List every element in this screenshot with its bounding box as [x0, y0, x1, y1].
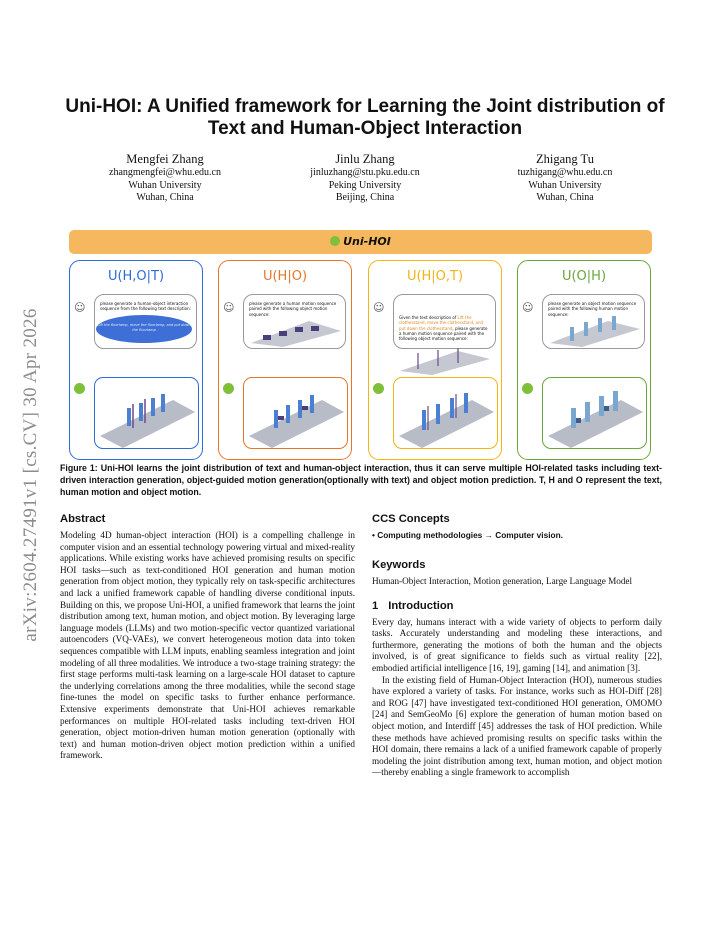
robot-icon: [373, 383, 384, 394]
author-3: [465, 152, 665, 205]
author-email: jinluzhang@stu.pku.edu.cn: [310, 167, 420, 178]
section-number: 1: [372, 599, 379, 612]
user-icon: ☺: [74, 301, 86, 314]
banner-title: Uni-HOI: [343, 235, 391, 248]
intro-heading: [372, 600, 662, 612]
robot-icon: [74, 383, 85, 394]
cloud-text: Lift the floorlamp, move the floorlamp, and put down the floorlamp: [97, 323, 191, 332]
intro-paragraph-1: Every day, humans interact with a wide variety of objects to perform daily tasks. Accurately understanding and modeling these interactions, and furthermore, generating the motions of both the human and the objects involved, is of great significance to fields such as virtual reality [22], embodied artificial intelligence [16, 19], gaming [14], and animation [3].: [372, 616, 662, 673]
prompt-text-end: , please generate a human motion sequence paired with the following object motion sequence:: [399, 325, 488, 342]
intro-paragraph-2: In the existing field of Human-Object Interaction (HOI), numerous studies have explored a variety of tasks. For instance, works such as HOI-Diff [28] and ROG [47] have investigated text-conditioned HOI generation, OMOMO [24] and SemGeoMo [6] explore the generation of human motion based on object motion, and Interdiff [45] addresses the task of HOI prediction. While these methods have achieved promising results on specific tasks within the HOI domain, there remains a lack of a unified framework capable of properly modeling the joint distribution among text, human motion, and object motion—thereby enabling a single framework to accomplish: [372, 674, 662, 778]
figure-panel-1: [69, 260, 203, 460]
robot-icon: [522, 383, 533, 394]
user-icon: ☺: [223, 301, 235, 314]
object-motion-image: [398, 347, 491, 375]
output-render: [94, 377, 199, 449]
keywords-heading: Keywords: [372, 559, 426, 571]
output-render: [542, 377, 647, 449]
author-affiliation: Wuhan University: [128, 179, 202, 191]
author-name: Zhigang Tu: [535, 152, 594, 166]
figure-panel-4: [517, 260, 651, 460]
prompt-text-start: Given the text description of: [399, 315, 457, 320]
output-render: [393, 377, 498, 449]
keywords-text: Human-Object Interaction, Motion generation, Large Language Model: [372, 576, 633, 586]
right-column: [372, 513, 662, 779]
panel-label: U(H|O,T): [406, 269, 464, 284]
author-location: Beijing, China: [335, 192, 395, 203]
author-location: Wuhan, China: [136, 192, 194, 203]
author-affiliation: Wuhan University: [528, 179, 602, 191]
panel-label: U(H|O): [262, 269, 308, 284]
text-cloud: [96, 315, 192, 343]
human-motion-image: [548, 315, 641, 347]
ccs-text: • Computing methodologies → Computer vision.: [372, 530, 563, 540]
author-location: Wuhan, China: [536, 192, 594, 203]
prompt-bubble: [542, 294, 645, 349]
output-render: [243, 377, 348, 449]
figure-panel-3: [368, 260, 502, 460]
uni-hoi-logo-icon: [330, 236, 340, 246]
ccs-heading: CCS Concepts: [372, 513, 450, 525]
author-name: Mengfei Zhang: [126, 152, 204, 166]
motion-render-image: [394, 378, 497, 448]
author-2: [265, 152, 465, 205]
motion-render-image: [95, 378, 198, 448]
motion-render-image: [543, 378, 646, 448]
user-icon: ☺: [373, 301, 385, 314]
author-email: tuzhigang@whu.edu.cn: [517, 167, 613, 178]
prompt-bubble: [393, 294, 496, 349]
prompt-bubble: [94, 294, 197, 349]
prompt-bubble: [243, 294, 346, 349]
author-email: zhangmengfei@whu.edu.cn: [109, 167, 221, 178]
arxiv-stamp: arXiv:2604.27491v1 [cs.CV] 30 Apr 2026: [20, 308, 41, 642]
figure-caption: Figure 1: Uni-HOI learns the joint distribution of text and human-object interaction, thus it can serve multiple HOI-related tasks including text-driven interaction generation, object-guided motion generation(optionally with text) and object motion prediction. T, H and O represent the text, human motion and object motion.: [60, 463, 662, 497]
abstract-text: Modeling 4D human-object interaction (HOI) is a compelling challenge in computer vision and an essential technology powering virtual and mixed-reality applications. While existing works have achieved promising results on specific HOI tasks—such as text-conditioned HOI generation and human motion generation from object motion, they typically rely on task-specific architectures and lack a unified framework capable of handling diverse conditional inputs. Building on this, we propose Uni-HOI, a unified framework that learns the joint distribution among text, human motion, and object motion. By leveraging large language models (LLMs) and two motion-specific vector quantized variational autoencoders (VQ-VAEs), we convert heterogeneous motion data into token sequences compatible with LLM inputs, enabling seamless integration and joint modeling of all three modalities. We introduce a two-stage training strategy: the first stage performs multi-task learning on a large-scale HOI dataset to capture the underlying correlations among the three modalities, while the second stage fine-tunes the model on specific tasks to further enhance performance. Extensive experiments demonstrate that Uni-HOI achieves remarkable performances on multiple HOI-related tasks including text-driven HOI generation, object motion-driven human motion generation (optionally with text) and human motion-driven object motion prediction within a unified framework.: [60, 530, 355, 761]
author-name: Jinlu Zhang: [335, 152, 395, 166]
author-1: [65, 152, 265, 205]
prompt-text: please generate an object motion sequence paired with the following human motion sequence:: [548, 301, 637, 317]
prompt-text: please generate a human motion sequence paired with the following object motion sequence:: [249, 301, 337, 317]
author-affiliation: Peking University: [328, 179, 402, 191]
left-column: [60, 513, 355, 762]
panel-label: U(O|H): [561, 269, 607, 284]
motion-render-image: [244, 378, 347, 448]
object-motion-image: [249, 317, 342, 347]
prompt-highlight: Lift the clothesstand, move the clothesstand, and put down the clothesstand: [399, 315, 484, 331]
robot-icon: [223, 383, 234, 394]
figure-banner: [69, 230, 652, 254]
abstract-heading: Abstract: [60, 513, 106, 525]
figure-panel-2: [218, 260, 352, 460]
prompt-text: please generate a human-object interaction sequence from the following text description:: [100, 301, 191, 312]
panel-label: U(H,O|T): [107, 269, 165, 284]
section-title: Introduction: [388, 599, 454, 612]
paper-title: Uni-HOI: A Unified framework for Learning the Joint distribution of Text and Human-Object Interaction: [65, 96, 665, 139]
user-icon: ☺: [522, 301, 534, 314]
